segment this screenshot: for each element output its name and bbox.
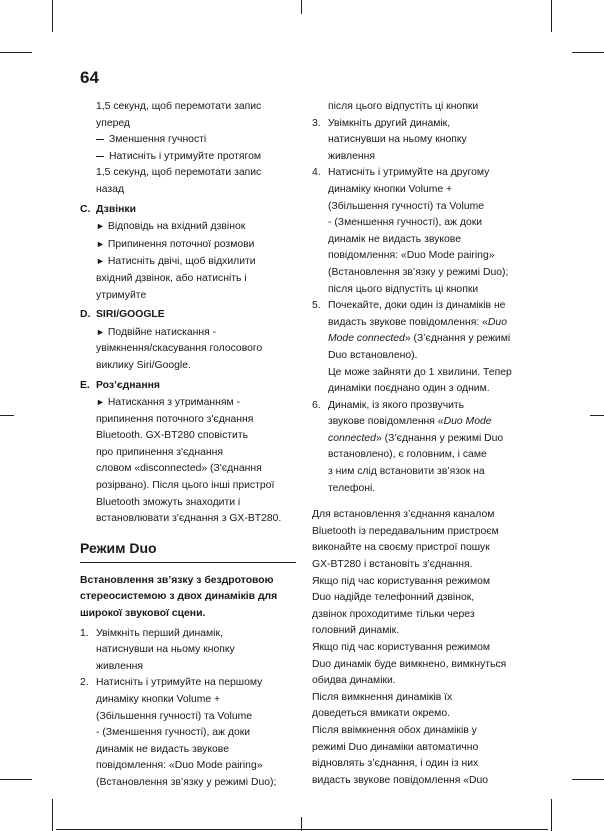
crop-mark (52, 0, 53, 32)
section-title: Дзвінки (96, 203, 136, 215)
section-disconnect: E. Роз’єднання ► Натискання з утриманням - припинення поточного з'єднання Bluetooth. GX-BT280 сповістить про припинення з'єднання словом «disconnected» (З'єднання розірвано). Після цього інші пристрої Bluetooth зможуть знаходити і встановлювати з'єднання з GX-BT280. (80, 378, 296, 528)
crop-mark (0, 415, 14, 416)
dash-item: Натисніть і утримуйте протягом 1,5 секунд, щоб перемотати запис назад (96, 150, 262, 195)
arrow-right-icon: ► (96, 397, 105, 408)
crop-mark (551, 799, 552, 831)
step-1: 1. Увімкніть перший динамік, натиснувши на ньому кнопку живлення (80, 627, 235, 672)
crop-mark (551, 0, 552, 32)
step-5: 5. Почекайте, доки один із динаміків не видасть звукове повідомлення: «Duo Mode connected» (З’єднання у режимі Duo встановлено). Це може зайняти до 1 хвилини. Тепер динаміки поєднано один з одним. (312, 300, 512, 395)
crop-mark (572, 52, 604, 53)
arrow-right-icon: ► (96, 221, 105, 232)
section-siri-google: D. SIRI/GOOGLE ► Подвійне натискання - увімкнення/скасування голосового виклику Siri/Google. (80, 307, 296, 374)
left-column (80, 99, 296, 792)
step-2-continuation: після цього відпустіть ці кнопки (328, 101, 479, 112)
crop-mark (52, 799, 53, 831)
step-4: 4. Натисніть і утримуйте на другому динаміку кнопки Volume + (Збільшення гучності) та Volume - (Зменшення гучності), аж доки динамік не видасть звукове повідомлення: «Duo Mode pairing» (Встановлення зв’язку у режимі Duo); після цього відпустіть ці кнопки (312, 167, 509, 295)
right-column (312, 99, 528, 789)
heading-duo-mode: Режим Duo (80, 538, 296, 563)
page-number: 64 (80, 68, 99, 87)
list-item: ► Припинення поточної розмови (96, 238, 255, 250)
intro-text: 1,5 секунд, щоб перемотати запис уперед (96, 101, 262, 129)
list-item: ► Натисніть двічі, щоб відхилити вхідний дзвінок, або натисніть і утримуйте (96, 256, 256, 301)
crop-mark (590, 415, 604, 416)
crop-mark (572, 779, 604, 780)
crop-mark (0, 779, 32, 780)
dash-icon (96, 156, 104, 157)
dash-item: Зменшення гучності (80, 132, 296, 149)
subheading: Встановлення зв’язку з бездротовою стереосистемою з двох динаміків для широкої звукової сцени. (80, 574, 278, 620)
list-item: ► Подвійне натискання - увімкнення/скасування голосового виклику Siri/Google. (96, 326, 263, 371)
step-3: 3. Увімкніть другий динамік, натиснувши на ньому кнопку живлення (312, 117, 467, 162)
arrow-right-icon: ► (96, 326, 105, 337)
crop-mark (0, 52, 32, 53)
list-item: ► Натискання з утриманням - припинення поточного з'єднання Bluetooth. GX-BT280 сповістить про припинення з'єднання словом «disconnected» (З'єднання розірвано). Після цього інші пристрої Bluetooth зможуть знаходити і встановлювати з'єднання з GX-BT280. (96, 397, 282, 525)
bottom-rule (56, 829, 548, 830)
section-calls: C. Дзвінки ► Відповідь на вхідний дзвінок ► Припинення поточної розмови ► Натисніть двічі, щоб відхилити вхідний дзвінок, або натисніть і утримуйте (80, 202, 296, 305)
arrow-right-icon: ► (96, 238, 105, 249)
section-title: SIRI/GOOGLE (96, 309, 165, 321)
crop-mark (301, 0, 302, 14)
section-title: Роз’єднання (96, 379, 160, 391)
step-6: 6. Динамік, із якого прозвучить звукове повідомлення «Duo Mode connected» (З’єднання у режимі Duo встановлено), є головним, і саме з ним слід встановити зв’язок на телефоні. (312, 399, 504, 494)
body-paragraph: Для встановлення з’єднання каналом Bluetooth із передавальним пристроєм виконайте на своєму пристрої пошук GX-BT280 і встановіть з’єднання. Якщо під час користування режимом Duo надійде телефонний дзвінок, дзвінок проходитиме тільки через головний динамік. Якщо під час користування режимом Duo динамік буде вимкнено, вимкнуться обидва динаміки. Після вимкнення динаміків їх доведеться вмикати окремо. Після ввімкнення обох динаміків у режимі Duo динаміки автоматично відновлять з’єднання, і один із них видасть звукове повідомлення «Duo (312, 509, 507, 786)
arrow-right-icon: ► (96, 256, 105, 267)
step-2: 2. Натисніть і утримуйте на першому динаміку кнопки Volume + (Збільшення гучності) та Volume - (Зменшення гучності), аж доки динамік не видасть звукове повідомлення: «Duo Mode pairing» (Встановлення зв’язку у режимі Duo); (80, 677, 277, 788)
dash-icon (96, 139, 104, 140)
list-item: ► Відповідь на вхідний дзвінок (96, 221, 246, 233)
